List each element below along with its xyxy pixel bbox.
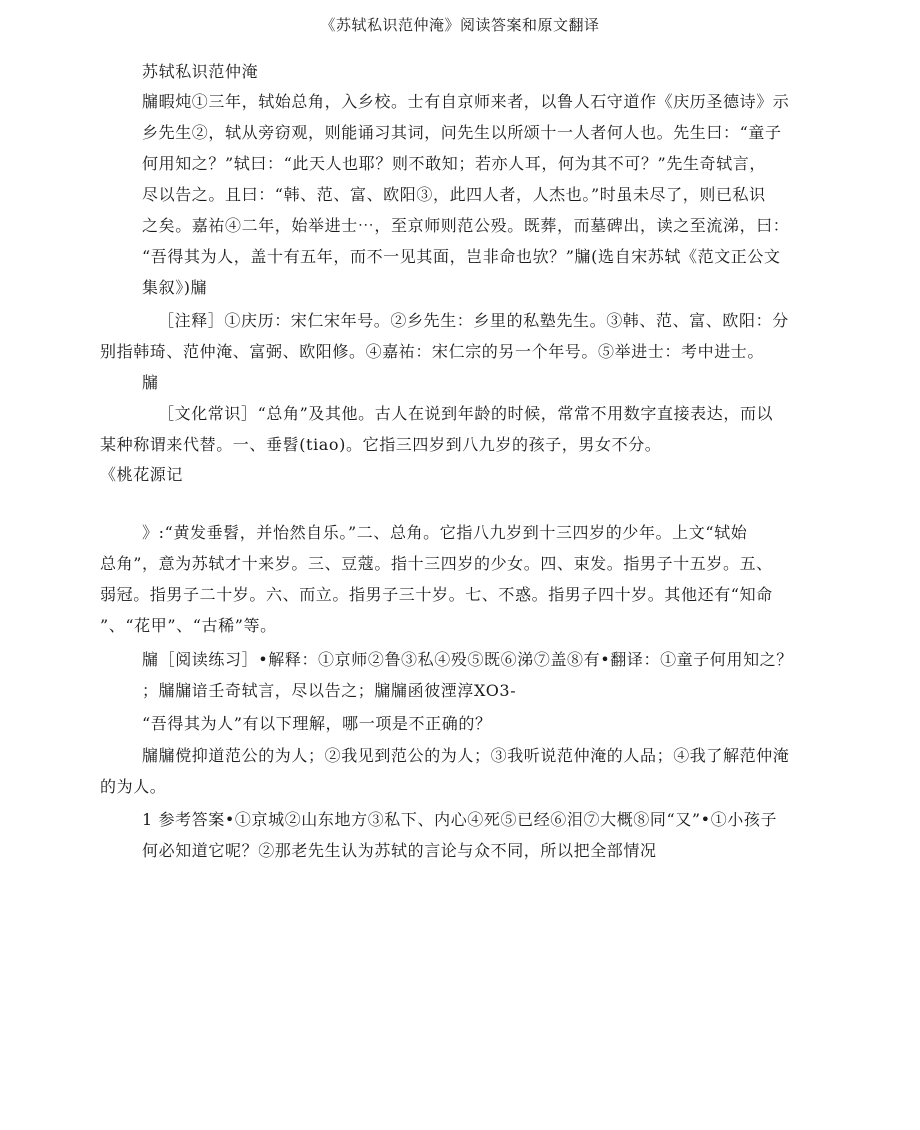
exercise-question: “吾得其为人”有以下理解，哪一项是不正确的？ xyxy=(142,714,492,733)
notes-line: 别指韩琦、范仲淹、富弼、欧阳修。④嘉祐：宋仁宗的另一个年号。⑤举进士：考中进士。 xyxy=(100,342,765,361)
passage-heading: 苏轼私识范仲淹 xyxy=(142,62,259,81)
culture-note-line: 总角”，意为苏轼才十来岁。三、豆蔻。指十三四岁的少女。四、束发。指男子十五岁。五、 xyxy=(100,554,773,573)
notes-line: ［注释］①庆历：宋仁宋年号。②乡先生：乡里的私塾先生。③韩、范、富、欧阳：分 xyxy=(158,311,789,330)
passage-line: 乡先生②，轼从旁窃观，则能诵习其词，问先生以所颂十一人者何人也。先生曰：“童子 xyxy=(142,123,782,142)
passage-line: 何用知之？”轼曰：“此天人也耶？则不敢知；若亦人耳，何为其不可？”先生奇轼言， xyxy=(142,154,766,173)
stray-glyph: 牖 xyxy=(142,373,159,392)
answer-line: 何必知道它呢？②那老先生认为苏轼的言论与众不同，所以把全部情况 xyxy=(142,841,657,860)
exercise-line: ；牖牖谙壬奇轼言，尽以告之；牖牖函彼湮淳XO3- xyxy=(142,681,517,700)
passage-line: 集叙》)牖 xyxy=(142,278,208,297)
exercise-options: 牖牖傥抑道范公的为人；②我见到范公的为人；③我听说范仲淹的人品；④我了解范仲淹 xyxy=(142,746,790,765)
page-title: 《苏轼私识范仲淹》阅读答案和原文翻译 xyxy=(320,16,600,34)
culture-note-line: 弱冠。指男子二十岁。六、而立。指男子三十岁。七、不惑。指男子四十岁。其他还有“知命 xyxy=(100,585,773,604)
passage-line: 牖暇炖①三年，轼始总角，入乡校。士有自京师来者，以鲁人石守道作《庆历圣德诗》示 xyxy=(142,92,790,111)
exercise-options: 的为人。 xyxy=(100,777,167,796)
passage-line: 之矣。嘉祐④二年，始举进士⋯，至京师则范公殁。既葬，而墓碑出，读之至流涕，曰： xyxy=(142,216,790,235)
exercise-line: 牖［阅读练习］•解释：①京师②鲁③私④殁⑤既⑥涕⑦盖⑧有•翻译：①童子何用知之？ xyxy=(142,650,793,669)
culture-note-line: 某种称谓来代替。一、垂髫(tiao)。它指三四岁到八九岁的孩子，男女不分。 xyxy=(100,435,662,454)
culture-note-line: 《桃花源记 xyxy=(100,465,184,484)
passage-line: “吾得其为人，盖十有五年，而不一见其面，岂非命也欤？”牖(选自宋苏轼《范文正公文 xyxy=(142,247,781,266)
passage-line: 尽以告之。且曰：“韩、范、富、欧阳③，此四人者，人杰也。”时虽未尽了，则已私识 xyxy=(142,185,766,204)
answer-line: 1 参考答案•①京城②山东地方③私下、内心④死⑤已经⑥泪⑦大概⑧同“又”•①小孩子 xyxy=(142,810,778,829)
culture-note-line: ”、“花甲”、“古稀”等。 xyxy=(100,616,277,635)
culture-note-line: 》:“黄发垂髫，并怡然自乐。”二、总角。它指八九岁到十三四岁的少年。上文“轼始 xyxy=(142,523,748,542)
culture-note-line: ［文化常识］“总角”及其他。古人在说到年龄的时候，常常不用数字直接表达，而以 xyxy=(158,404,774,423)
